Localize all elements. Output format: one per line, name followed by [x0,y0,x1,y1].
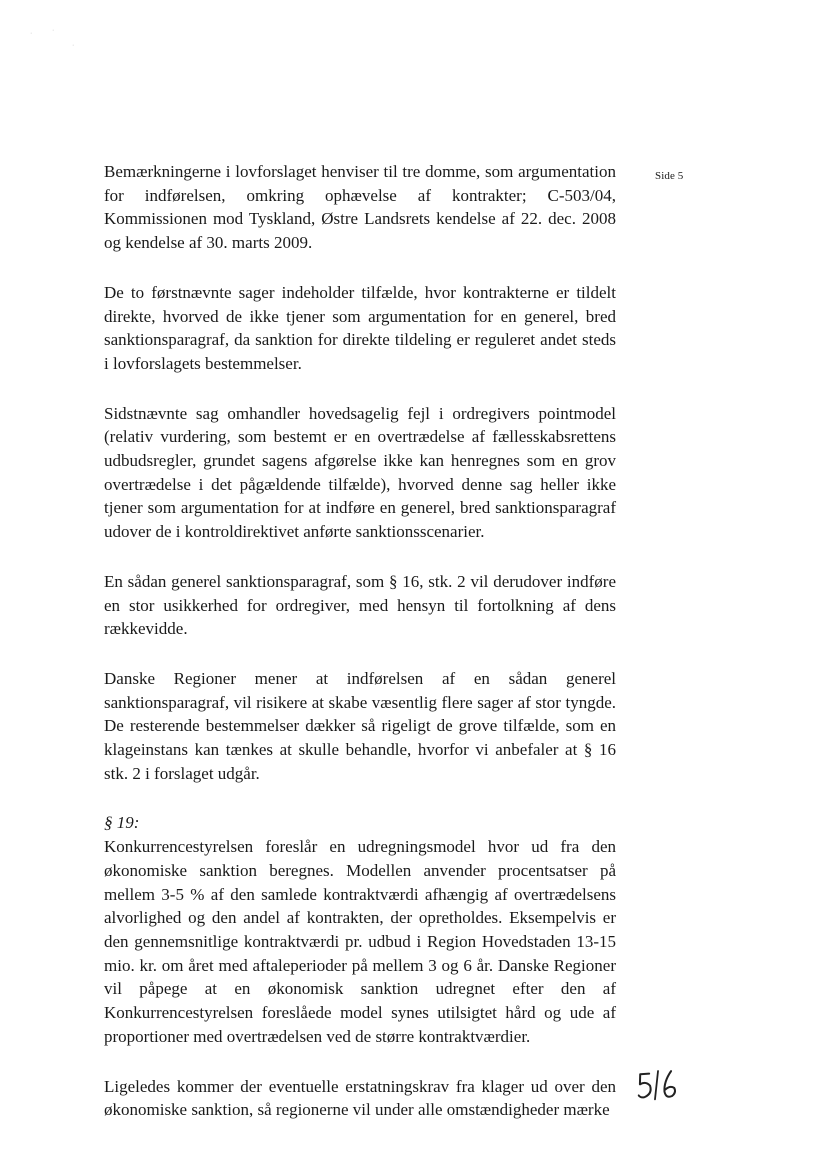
page-side-label: Side 5 [655,170,684,182]
paragraph: Ligeledes kommer der eventuelle erstatningskrav fra klager ud over den økonomiske sanktion, så regionerne vil under alle omstændigheder mærke [104,1076,616,1120]
scan-speck: · [30,30,33,37]
paragraph: Bemærkningerne i lovforslaget henviser til tre domme, som argumentation for indførelsen, omkring ophævelse af kontrakter; C-503/04, Kommissionen mod Tyskland, Østre Landsrets kendelse af 22. dec. 2008 og kendelse af 30. marts 2009. [104,162,616,253]
handwritten-page-number [636,1067,682,1104]
paragraph: Danske Regioner mener at indførelsen af en sådan generel sanktionsparagraf, vil risikere at skabe væsentlig flere sager af stor tyngde. De resterende bestemmelser dækker så rigeligt de grove tilfælde, som en klageinstans kan tænkes at skulle behandle, hvorfor vi anbefaler at § 16 stk. 2 i forslaget udgår. [104,668,616,783]
document-body [104,160,616,1148]
section-heading: § 19: [104,813,140,833]
paragraph: Sidstnævnte sag omhandler hovedsagelig fejl i ordregivers pointmodel (relativ vurdering, som bestemt er en overtrædelse af fællesskabsrettens udbudsregler, grundet sagens afgørelse ikke kan henregnes som en grov overtrædelse i det pågældende tilfælde), hvorved denne sag heller ikke tjener som argumentation for at indføre en generel, bred sanktionsparagraf udover de i kontroldirektivet anførte sanktionsscenarier. [104,403,616,542]
scan-speck: · [72,42,75,49]
paragraph: Konkurrencestyrelsen foreslår en udregningsmodel hvor ud fra den økonomiske sanktion beregnes. Modellen anvender procentsatser på mellem 3-5 % af den samlede kontraktværdi afhængig af overtrædelsens alvorlighed og den andel af kontrakten, der opretholdes. Eksempelvis er den gennemsnitlige kontraktværdi pr. udbud i Region Hovedstaden 13-15 mio. kr. om året med aftaleperioder på mellem 3 og 6 år. Danske Regioner vil påpege at en økonomisk sanktion udregnet efter den af Konkurrencestyrelsen foreslåede model synes utilsigtet hård og ude af proportioner med overtrædelsen ved de større kontraktværdier. [104,837,616,1046]
scan-speck: · [52,27,55,34]
paragraph: En sådan generel sanktionsparagraf, som § 16, stk. 2 vil derudover indføre en stor usikkerhed for ordregiver, med hensyn til fortolkning af dens rækkevidde. [104,571,616,639]
section-19 [104,811,616,1121]
handwritten-page-number-mark [636,1067,682,1104]
paragraph: De to førstnævnte sager indeholder tilfælde, hvor kontrakterne er tildelt direkte, hvorved de ikke tjener som argumentation for en generel, bred sanktionsparagraf, da sanktion for direkte tildeling er reguleret andet steds i lovforslagets bestemmelser. [104,282,616,373]
